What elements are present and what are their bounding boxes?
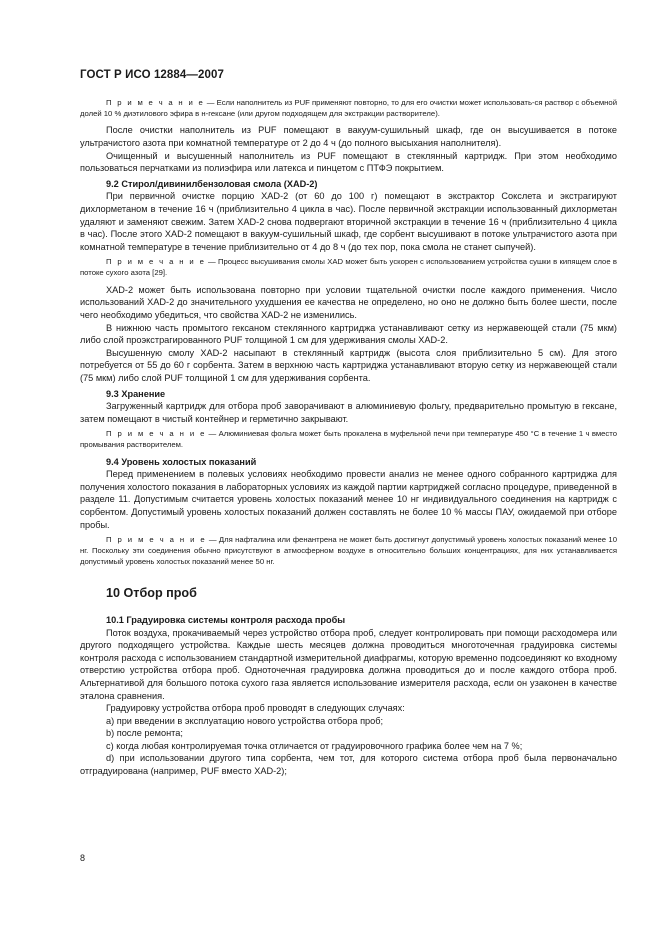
note-text: — Процесс высушивания смолы XAD может быть ускорен с использованием устройства сушки в кипящем слое в потоке сухого азота [29].	[80, 257, 617, 278]
body-paragraph: XAD-2 может быть использована повторно при условии тщательной очистки после каждого применения. Число использований XAD-2 до значительного ухудшения ее качества не определено, но оно не должно быть более шести, после чего необходимо убедиться, что свойства XAD-2 не изменились.	[80, 284, 617, 320]
body-paragraph: Градуировку устройства отбора проб проводят в следующих случаях:	[106, 703, 405, 714]
note-paragraph	[80, 535, 617, 567]
note-text: — Если наполнитель из PUF применяют повторно, то для его очистки может использовать-ся раствор с объемной долей 10 % диэтилового эфира в н-гексане (или другом подходящем для экстракции растворителе).	[80, 98, 617, 118]
list-item: d) при использовании другого типа сорбента, чем тот, для которого система отбора проб была первоначально отградуирована (например, PUF вместо XAD-2);	[80, 753, 617, 777]
note-text: — Для нафталина или фенантрена не может быть достигнут допустимый уровень холостых показаний менее 10 нг. Поскольку эти соединения обычно присутствуют в атмосферном воздухе в относительно больших концентрациях, для них устанавливается допустимый уровень холостых показаний менее 50 нг.	[80, 535, 617, 566]
note-label: П р и м е ч а н и е	[106, 535, 207, 545]
body-paragraph: Загруженный картридж для отбора проб заворачивают в алюминиевую фольгу, предварительно промытую в гексане, затем помещают в чистый контейнер и герметично закрывают.	[80, 401, 617, 424]
section-heading: 9.2 Стирол/дивинилбензоловая смола (XAD-2)	[106, 178, 318, 189]
body-paragraph: Очищенный и высушенный наполнитель из PUF помещают в стеклянный картридж. При этом необходимо пользоваться перчатками из полиэфира или латекса и пинцетом с ПТФЭ покрытием.	[80, 150, 617, 174]
body-paragraph: При первичной очистке порцию XAD-2 (от 60 до 100 г) помещают в экстрактор Сокслета и экстрагируют дихлорметаном в течение 16 ч (приблизительно 4 цикла в час). После первичной экстракции использованный дихлорметан удаляют и заменяют свежим. Затем XAD-2 снова подвергают вторичной экстракции в течение 16 ч (приблизительно 4 цикла в час). После этого XAD-2 помещают в вакуум-сушильный шкаф, где сорбент высушивают в потоке ультрачистого азота при комнатной температуре в течение приблизительно от 4 до 8 ч (до тех пор, пока смола не станет сыпучей).	[80, 191, 617, 252]
document-body	[80, 94, 617, 778]
page-number: 8	[80, 853, 86, 863]
body-paragraph: Высушенную смолу XAD-2 насыпают в стеклянный картридж (высота слоя приблизительно 5 см). Для этого потребуется от 55 до 60 г сорбента. Затем в верхнюю часть картриджа устанавливают вторую сетку из нержавеющей стали (75 мкм) либо слой PUF толщиной 1 см для удерживания сорбента.	[80, 347, 617, 383]
note-paragraph	[80, 98, 617, 119]
body-paragraph: После очистки наполнитель из PUF помещают в вакуум-сушильный шкаф, где он высушивается в потоке ультрачистого азота при комнатной температуре от 2 до 4 ч (до полного высыхания наполнителя).	[80, 125, 617, 148]
section-heading: 9.3 Хранение	[106, 388, 166, 399]
list-item: c) когда любая контролируемая точка отличается от градуировочного графика более чем на 7 %;	[106, 740, 523, 751]
list-item: b) после ремонта;	[106, 728, 183, 739]
note-label: П р и м е ч а н и е	[106, 98, 205, 107]
chapter-heading: 10 Отбор проб	[106, 586, 197, 601]
note-label: П р и м е ч а н и е	[106, 257, 206, 267]
body-paragraph: В нижнюю часть промытого гексаном стеклянного картриджа устанавливают сетку из нержавеющей стали (75 мкм) либо слой проэкстрагированного PUF толщиной 1 см для удерживания смолы XAD-2.	[80, 322, 617, 346]
note-paragraph	[80, 429, 617, 450]
body-paragraph: Поток воздуха, прокачиваемый через устройство отбора проб, следует контролировать при помощи расходомера или другого подходящего устройства. Каждые шесть месяцев должна проводиться многоточечная градуировка системы контроля расхода с использованием стандартной измерительной диафрагмы, которую временно подсоединяют ко входному отверстию устройства отбора проб. Одноточечная градуировка должна проводиться до и после каждого отбора проб. Альтернативой для большого потока сухого газа является использование измерителя расхода, если он узаконен в качестве эталона сравнения.	[80, 627, 617, 701]
section-heading: 9.4 Уровень холостых показаний	[106, 456, 257, 467]
note-text: — Алюминиевая фольга может быть прокалена в муфельной печи при температуре 450 °С в течение 1 ч вместо промывания растворителем.	[80, 429, 617, 449]
document-header: ГОСТ Р ИСО 12884—2007	[80, 69, 225, 81]
list-item: a) при введении в эксплуатацию нового устройства отбора проб;	[106, 715, 384, 726]
note-label: П р и м е ч а н и е	[106, 429, 207, 439]
body-paragraph: Перед применением в полевых условиях необходимо провести анализ не менее одного собранного картриджа для получения холостого показания в лабораторных условиях из каждой партии картриджей согласно процедуре, приведенной в разделе 11. Допустимым считается уровень холостых показаний менее 10 нг индивидуального соединения на картридж с сорбентом. Допустимый уровень холостых показаний должен составлять не более 10 % массы ПАУ, ожидаемой при отборе пробы.	[80, 469, 617, 530]
section-heading: 10.1 Градуировка системы контроля расхода пробы	[106, 614, 346, 625]
note-paragraph	[80, 257, 617, 278]
